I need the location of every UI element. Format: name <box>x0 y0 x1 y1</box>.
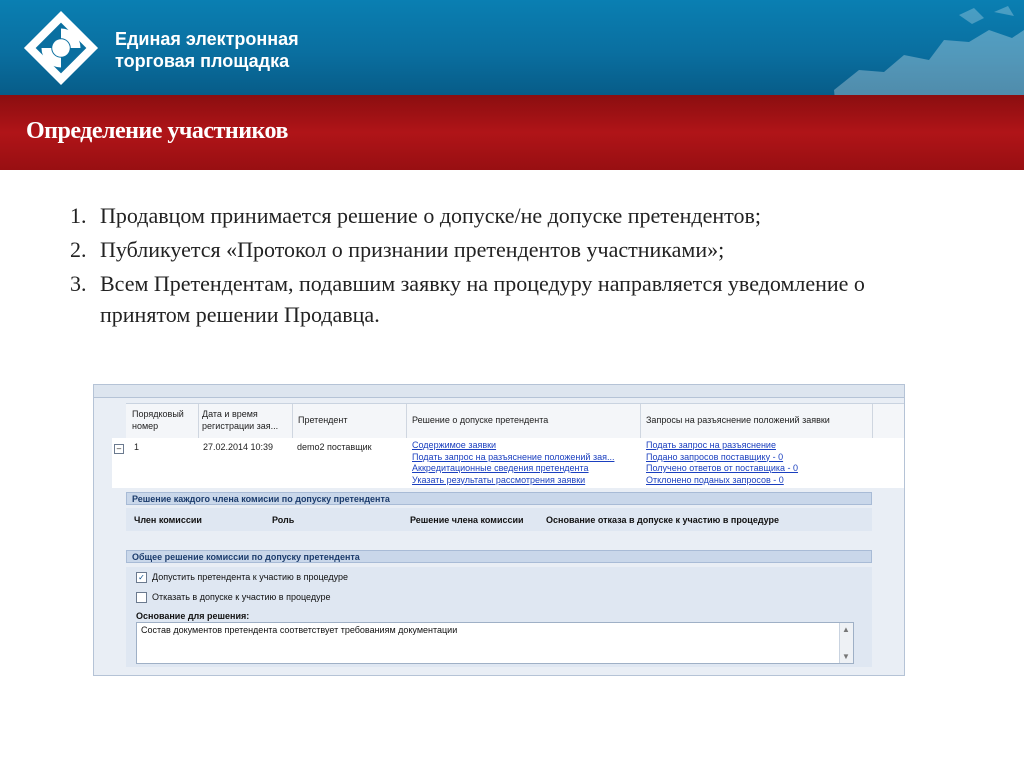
column-divider <box>872 404 873 438</box>
protocol-screenshot <box>93 384 905 676</box>
members-columns <box>126 508 872 531</box>
column-divider <box>640 404 641 438</box>
link-requests-rejected[interactable]: Отклонено поданых запросов - 0 <box>646 474 784 485</box>
column-divider <box>198 404 199 438</box>
collapse-icon[interactable]: – <box>114 444 124 454</box>
reject-checkbox[interactable] <box>136 592 147 603</box>
step-number: 3. <box>70 271 87 296</box>
reason-textarea[interactable] <box>136 622 854 664</box>
steps-list <box>70 200 950 333</box>
column-divider <box>292 404 293 438</box>
step-number: 1. <box>70 203 87 228</box>
textarea-scrollbar[interactable] <box>839 623 853 663</box>
column-header-decision[interactable]: Решение о допуске претендента <box>412 415 549 425</box>
link-application-contents[interactable]: Содержимое заявки <box>412 440 497 450</box>
column-header-requests[interactable]: Запросы на разъяснение положений заявки <box>646 415 830 425</box>
reason-value: Состав документов претендента соответствует требованиям документации <box>141 625 458 635</box>
link-review-results[interactable]: Указать результаты рассмотрения заявки <box>412 474 586 485</box>
members-section-header: Решение каждого члена комисии по допуску претендента <box>126 492 872 505</box>
step-number: 2. <box>70 237 87 262</box>
admit-checkbox[interactable]: ✓ <box>136 572 147 583</box>
column-role[interactable]: Роль <box>272 515 295 525</box>
step-item <box>70 268 950 330</box>
decision-section-header: Общее решение комиссии по допуску претендента <box>126 550 872 563</box>
column-header-applicant[interactable]: Претендент <box>298 415 348 425</box>
scroll-down-icon[interactable]: ▼ <box>842 652 850 661</box>
brand-line-1: Единая электронная <box>115 29 299 49</box>
link-accreditation-info[interactable]: Аккредитационные сведения претендента <box>412 463 589 473</box>
admit-label: Допустить претендента к участию в процедуре <box>152 572 348 582</box>
column-header-datetime[interactable]: Дата и время регистрации зая... <box>202 409 279 431</box>
decision-form <box>126 567 872 667</box>
panel-toolbar <box>94 385 904 398</box>
step-text: Продавцом принимается решение о допуске/не допуске претендентов; <box>100 203 761 228</box>
scroll-up-icon[interactable]: ▲ <box>842 625 850 634</box>
reject-label: Отказать в допуске к участию в процедуре <box>152 592 331 602</box>
row-applicant: demo2 поставщик <box>297 442 372 452</box>
column-member-decision[interactable]: Решение члена комиссии <box>410 515 524 525</box>
slide-title: Определение участников <box>26 118 288 144</box>
decision-links <box>412 440 637 486</box>
brand-line-2: торговая площадка <box>115 51 290 71</box>
table-row[interactable] <box>112 438 904 488</box>
link-requests-sent[interactable]: Подано запросов поставщику - 0 <box>646 451 784 462</box>
grid-header <box>126 403 904 439</box>
row-datetime: 27.02.2014 10:39 <box>203 442 274 452</box>
link-answers-received[interactable]: Получено ответов от поставщика - 0 <box>646 463 799 473</box>
step-item <box>70 234 950 265</box>
step-text: Публикуется «Протокол о признании претендентов участниками»; <box>100 237 725 262</box>
column-divider <box>406 404 407 438</box>
row-number: 1 <box>134 442 140 452</box>
column-rejection-reason[interactable]: Основание отказа в допуске к участию в процедуре <box>546 515 780 525</box>
link-submit-request[interactable]: Подать запрос на разъяснение <box>646 440 776 450</box>
header-band <box>0 0 1024 95</box>
step-item <box>70 200 950 231</box>
step-text: Всем Претендентам, подавшим заявку на процедуру направляется уведомление о принятом решении Продавца. <box>100 271 865 327</box>
link-request-clarification[interactable]: Подать запрос на разъяснение положений зая... <box>412 451 615 462</box>
reason-label: Основание для решения: <box>136 611 250 621</box>
column-member[interactable]: Член комиссии <box>134 515 202 525</box>
column-header-number[interactable]: Порядковый номер <box>132 409 184 431</box>
brand-name <box>115 28 299 72</box>
etp-logo-icon <box>22 9 100 87</box>
request-links <box>646 440 871 486</box>
